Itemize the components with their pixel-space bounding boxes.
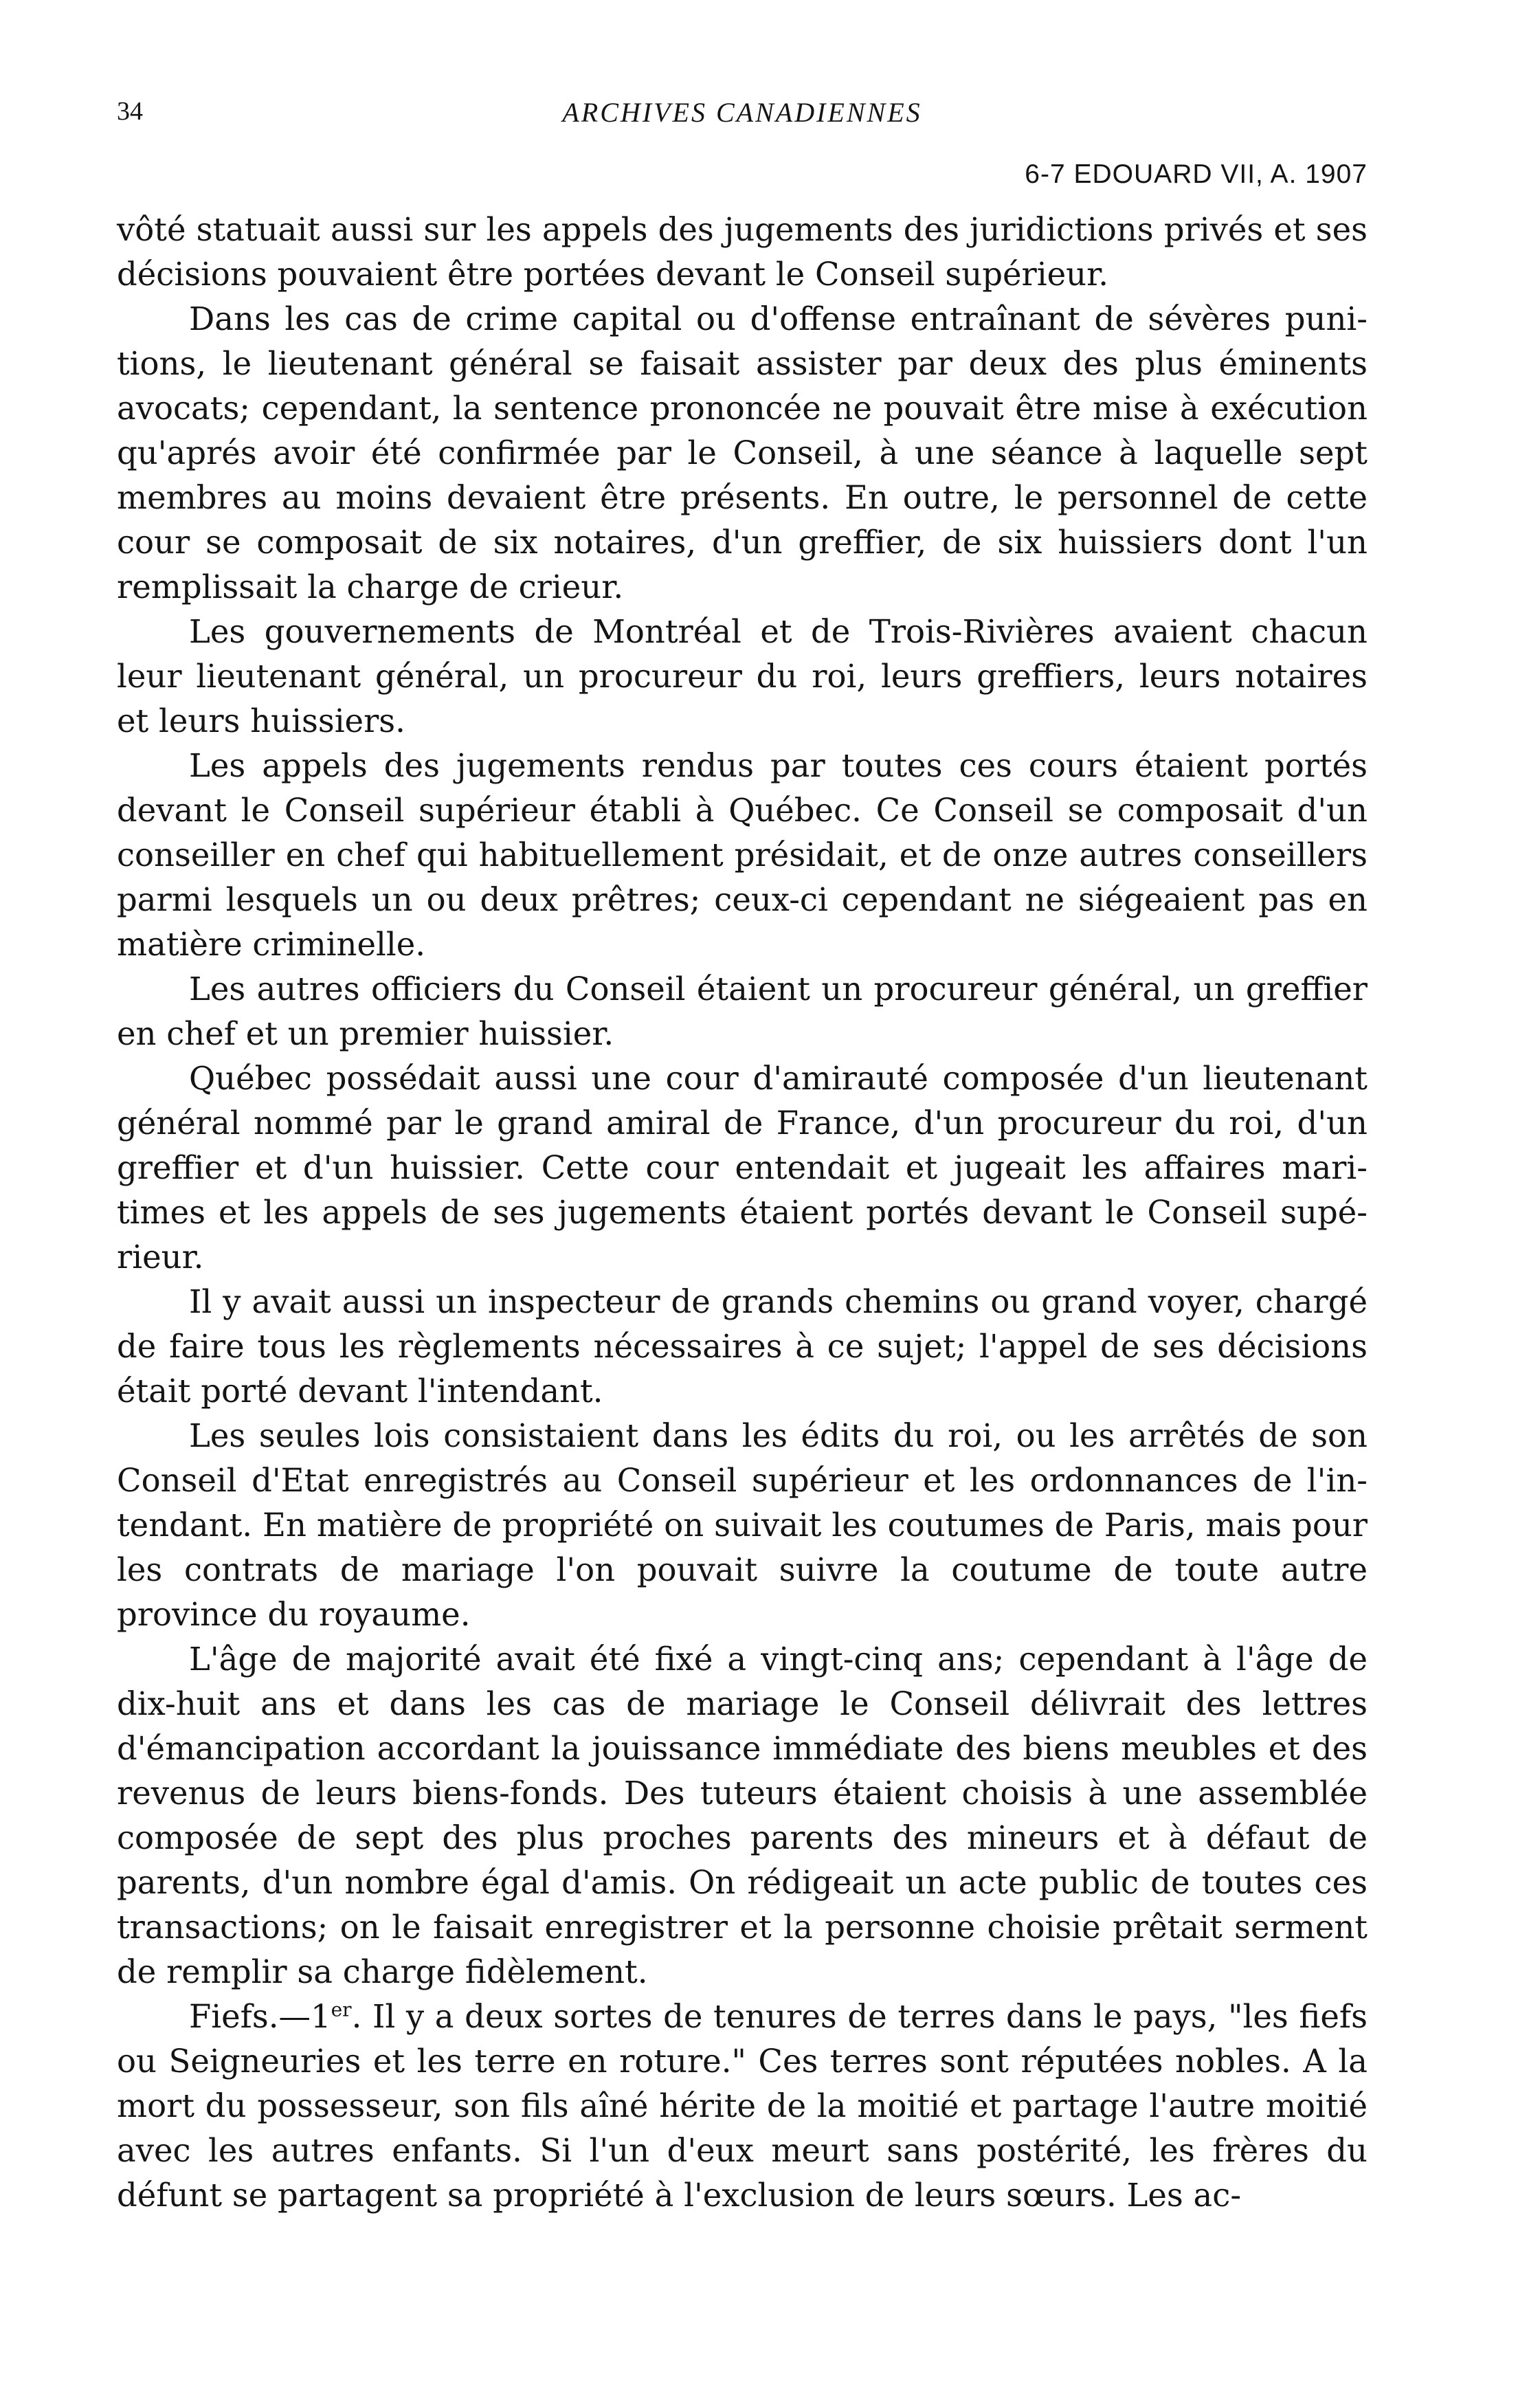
paragraph: L'âge de majorité avait été fixé a vingt-cinq ans; cependant à l'âge de dix-huit ans et dans les cas de mariage le Conseil délivrait des lettres d'émancipation accordant la jouissance immédiate des biens meubles et des revenus de leurs biens-fonds. Des tuteurs étaient choisis à une assemblée composée de sept des plus proches parents des mineurs et à défaut de parents, d'un nombre égal d'amis. On rédigeait un acte public de toutes ces transactions; on le faisait enregistrer et la personne choisie prêtait serment de remplir sa charge fidèlement. — [117, 1641, 1368, 1990]
paragraph: vôté statuait aussi sur les appels des jugements des juridictions privés et ses décisions pouvaient être portées devant le Conseil supérieur. — [117, 211, 1368, 293]
paragraph: Les autres officiers du Conseil étaient un procureur général, un greffier en chef et un premier huissier. — [117, 970, 1368, 1052]
paragraph: Les seules lois consistaient dans les édits du roi, ou les arrêtés de son Conseil d'Etat enregistrés au Conseil supérieur et les ordonnances de l'intendant. En matière de propriété on suivait les coutumes de Paris, mais pour les contrats de mariage l'on pouvait suivre la coutume de toute autre province du royaume. — [117, 1417, 1368, 1633]
page-number: 34 — [117, 97, 143, 126]
paragraph: Les gouvernements de Montréal et de Trois-Rivières avaient chacun leur lieutenant général, un procureur du roi, leurs greffiers, leurs notaires et leurs huissiers. — [117, 613, 1368, 740]
ordinal-superscript: er — [331, 1998, 352, 2021]
paragraph: Il y avait aussi un inspecteur de grands chemins ou grand voyer, chargé de faire tous les règlements nécessaires à ce sujet; l'appel de ses décisions était porté devant l'intendant. — [117, 1283, 1368, 1410]
body-text — [117, 208, 1368, 2218]
fiefs-lead: Fiefs.—1 — [189, 1998, 331, 2035]
document-page — [117, 96, 1368, 2218]
running-title: ARCHIVES CANADIENNES — [562, 97, 922, 128]
paragraph: Dans les cas de crime capital ou d'offense entraînant de sévères punitions, le lieutenant général se faisait assister par deux des plus éminents avocats; cependant, la sentence prononcée ne pouvait être mise à exécution qu'aprés avoir été confirmée par le Conseil, à une séance à laquelle sept membres au moins devaient être présents. En outre, le personnel de cette cour se composait de six notaires, d'un greffier, de six huissiers dont l'un remplissait la charge de crieur. — [117, 300, 1368, 605]
page-header — [117, 96, 1368, 144]
paragraph-fiefs — [117, 1995, 1368, 2218]
session-reference: 6-7 EDOUARD VII, A. 1907 — [1025, 159, 1368, 189]
paragraph: Québec possédait aussi une cour d'amirauté composée d'un lieutenant général nommé par le grand amiral de France, d'un procureur du roi, d'un greffier et d'un huissier. Cette cour entendait et jugeait les affaires maritimes et les appels de ses jugements étaient portés devant le Conseil supérieur. — [117, 1060, 1368, 1276]
paragraph: Les appels des jugements rendus par toutes ces cours étaient portés devant le Conseil supérieur établi à Québec. Ce Conseil se composait d'un conseiller en chef qui habituellement présidait, et de onze autres conseillers parmi lesquels un ou deux prêtres; ceux-ci cependant ne siégeaient pas en matière criminelle. — [117, 747, 1368, 963]
fiefs-text: . Il y a deux sortes de tenures de terres dans le pays, "les fiefs ou Seigneuries et les terre en roture." Ces terres sont réputées nobles. A la mort du possesseur, son fils aîné hérite de la moitié et partage l'autre moitié avec les autres enfants. Si l'un d'eux meurt sans postérité, les frères du défunt se partagent sa propriété à l'exclusion de leurs sœurs. Les ac- — [117, 1998, 1368, 2214]
